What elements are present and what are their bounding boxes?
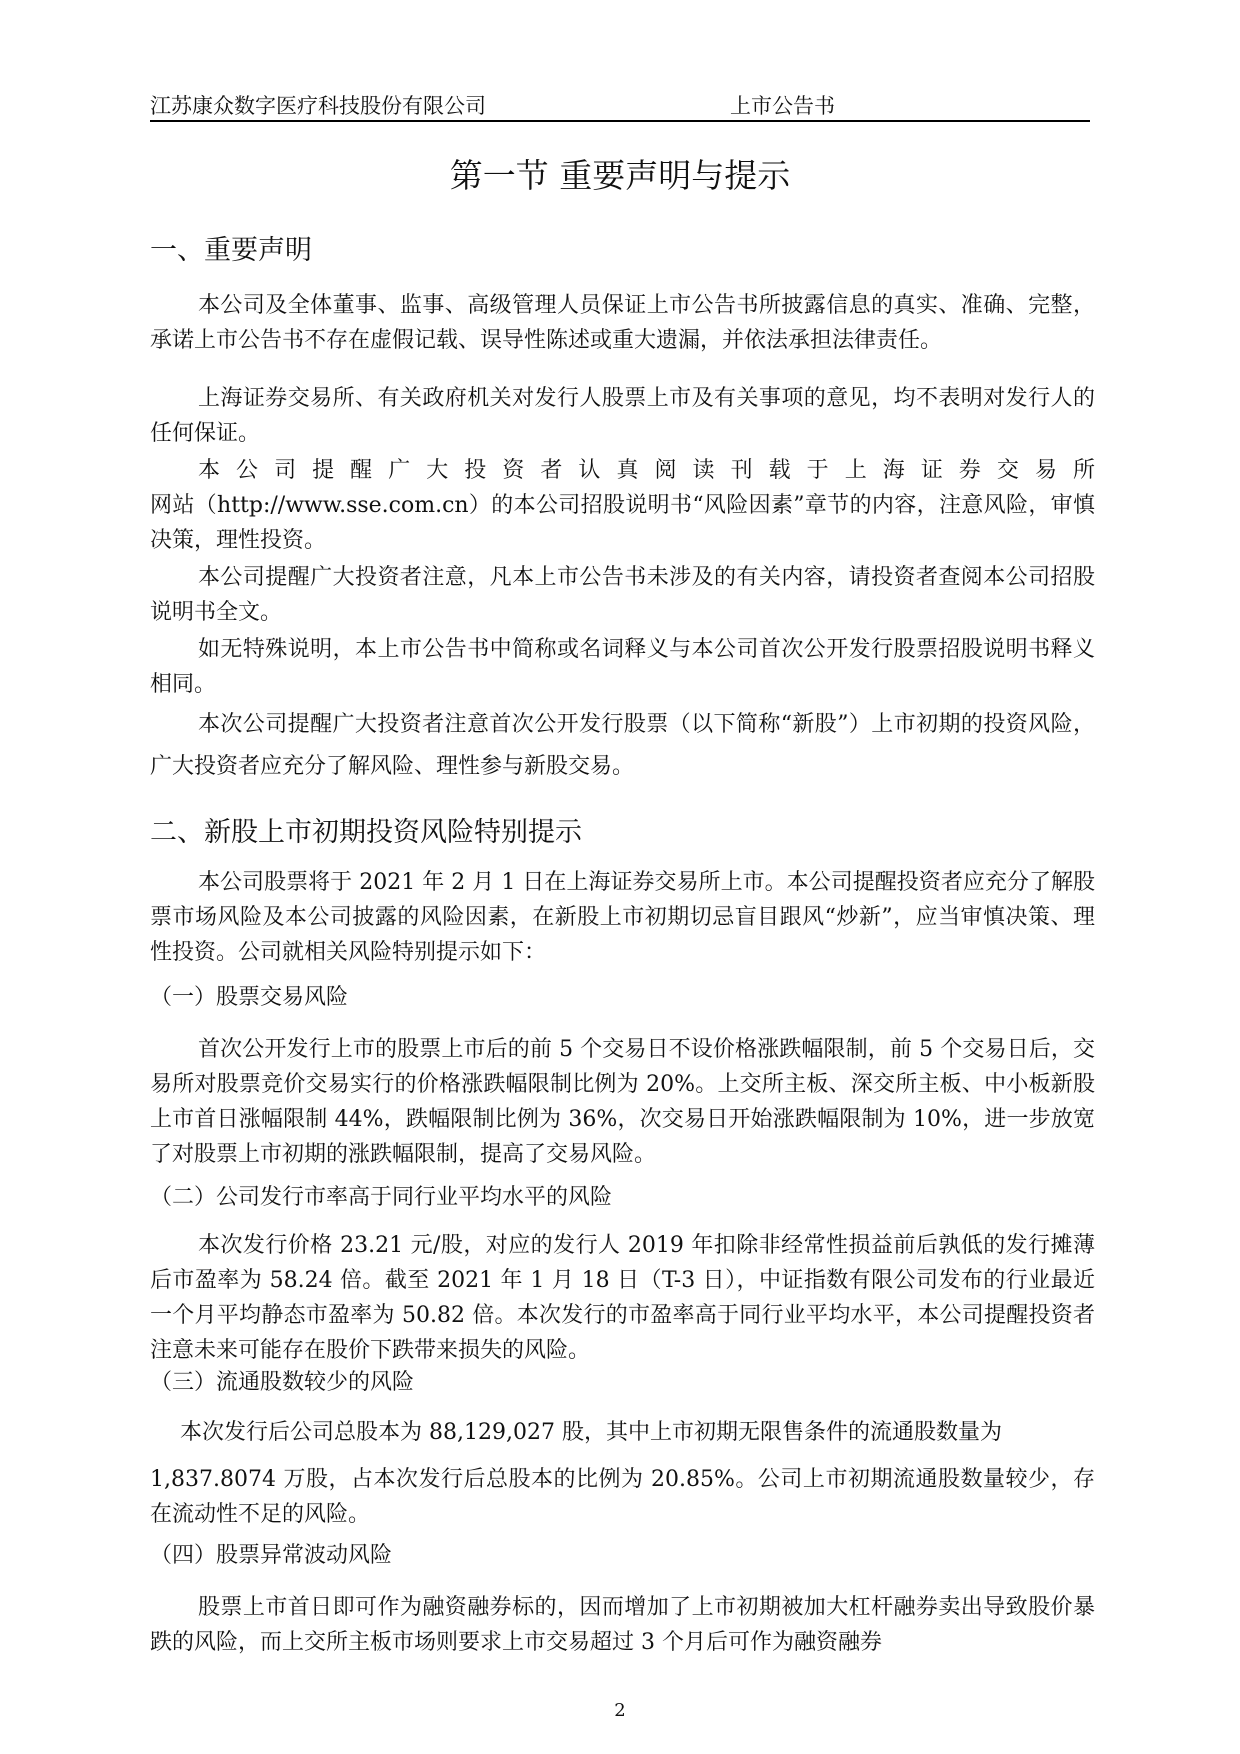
sub2-text: 本次发行价格 23.21 元/股，对应的发行人 2019 年扣除非经常性损益前后孰低的发行摊薄后市盈率为 58.24 倍。截至 2021 年 1 月 18 日（T-3 日），中证指数有限公司发布的行业最近一个月平均静态市盈率为 50.82 倍。本次发行的市盈率高于同行业平均水平，本公司提醒投资者注意未来可能存在股价下跌带来损失的风险。 bbox=[150, 1233, 1095, 1363]
sub4-heading: （四）股票异常波动风险 bbox=[150, 1543, 393, 1568]
page-number: 2 bbox=[614, 1700, 626, 1721]
section2-heading: 二、新股上市初期投资风险特别提示 bbox=[150, 817, 582, 848]
section1-paragraph-3-rest: 网站（http://www.sse.com.cn）的本公司招股说明书“风险因素”章节的内容，注意风险，审慎决策，理性投资。 bbox=[150, 493, 1095, 553]
section1-heading: 一、重要声明 bbox=[150, 235, 312, 266]
section2-intro: 本公司股票将于 2021 年 2 月 1 日在上海证券交易所上市。本公司提醒投资者应充分了解股票市场风险及本公司披露的风险因素，在新股上市初期切忌盲目跟风“炒新”，应当审慎决策、理性投资。公司就相关风险特别提示如下： bbox=[150, 870, 1095, 965]
page-header bbox=[150, 90, 1090, 122]
header-document-title: 上市公告书 bbox=[730, 94, 835, 118]
sub1-text: 首次公开发行上市的股票上市后的前 5 个交易日不设价格涨跌幅限制，前 5 个交易日后，交易所对股票竞价交易实行的价格涨跌幅限制比例为 20%。上交所主板、深交所主板、中小板新股上市首日涨幅限制 44%，跌幅限制比例为 36%，次交易日开始涨跌幅限制为 10%，进一步放宽了对股票上市初期的涨跌幅限制，提高了交易风险。 bbox=[150, 1037, 1095, 1167]
sub3-text-rest: 1,837.8074 万股，占本次发行后总股本的比例为 20.85%。公司上市初期流通股数量较少，存在流动性不足的风险。 bbox=[150, 1467, 1095, 1527]
sub4-text: 股票上市首日即可作为融资融券标的，因而增加了上市初期被加大杠杆融券卖出导致股价暴跌的风险，而上交所主板市场则要求上市交易超过 3 个月后可作为融资融券 bbox=[150, 1595, 1095, 1655]
section1-paragraph-3-line1: 本公司提醒广大投资者认真阅读刊载于上海证券交易所 bbox=[198, 458, 1095, 483]
sub3-heading: （三）流通股数较少的风险 bbox=[150, 1370, 415, 1395]
section1-paragraph-5: 如无特殊说明，本上市公告书中简称或名词释义与本公司首次公开发行股票招股说明书释义相同。 bbox=[150, 637, 1095, 697]
sub1-heading: （一）股票交易风险 bbox=[150, 985, 349, 1010]
header-company-name: 江苏康众数字医疗科技股份有限公司 bbox=[150, 94, 486, 118]
sub3-text-line1: 本次发行后公司总股本为 88,129,027 股，其中上市初期无限售条件的流通股数量为 bbox=[180, 1420, 1002, 1445]
section1-paragraph-1: 本公司及全体董事、监事、高级管理人员保证上市公告书所披露信息的真实、准确、完整，承诺上市公告书不存在虚假记载、误导性陈述或重大遗漏，并依法承担法律责任。 bbox=[150, 293, 1095, 353]
section1-paragraph-2: 上海证券交易所、有关政府机关对发行人股票上市及有关事项的意见，均不表明对发行人的任何保证。 bbox=[150, 386, 1095, 446]
section1-paragraph-6: 本次公司提醒广大投资者注意首次公开发行股票（以下简称“新股”）上市初期的投资风险，广大投资者应充分了解风险、理性参与新股交易。 bbox=[150, 712, 1095, 779]
sub2-heading: （二）公司发行市率高于同行业平均水平的风险 bbox=[150, 1185, 613, 1210]
section1-paragraph-4: 本公司提醒广大投资者注意，凡本上市公告书未涉及的有关内容，请投资者查阅本公司招股说明书全文。 bbox=[150, 565, 1095, 625]
page-title: 第一节 重要声明与提示 bbox=[449, 156, 791, 195]
